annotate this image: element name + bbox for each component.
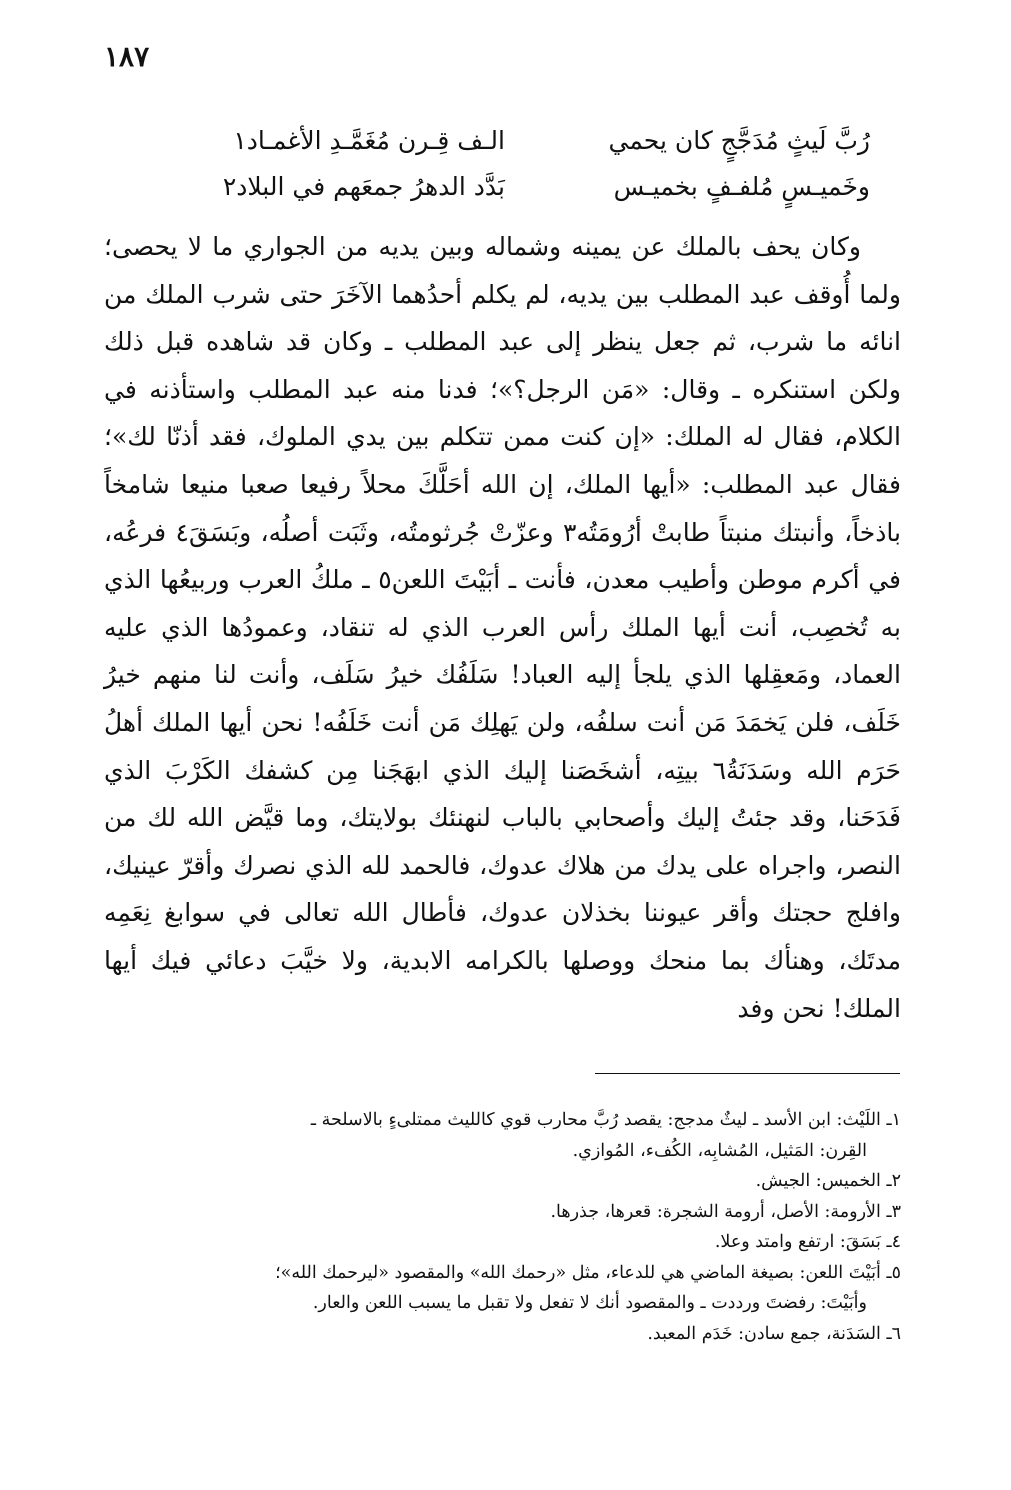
- verse-second-hemistich: بَدَّد الدهرُ جمعَهم في البلاد٢: [222, 172, 505, 201]
- footnote-2: ٢ـ الخميس: الجيش.: [755, 1171, 901, 1191]
- footnote-separator: [595, 1073, 900, 1074]
- footnote-6: ٦ـ السَدَنة، جمع سادن: خَدَم المعبد.: [647, 1323, 901, 1344]
- footnote-1-continuation: القِرن: المَثيل، المُشابِه، الكُفء، المُوازي.: [572, 1140, 867, 1161]
- footnote-3: ٣ـ الأرومة: الأصل، أرومة الشجرة: قعرها، جذرها.: [550, 1201, 901, 1222]
- body-text: وكان يحف بالملك عن يمينه وشماله وبين يديه من الجواري ما لا يحصى؛ ولما أُوقف عبد المطلب بين يديه، لم يكلم أحدُهما الآخَرَ حتى شرب الملك من انائه ما شرب، ثم جعل ينظر إلى عبد المطلب ـ وكان قد شاهده قبل ذلك ولكن استنكره ـ وقال: «مَن الرجل؟»؛ فدنا منه عبد المطلب واستأذنه في الكلام، فقال له الملك: «إن كنت ممن تتكلم بين يدي الملوك، فقد أذنّا لك»؛ فقال عبد المطلب: «أيها الملك، إن الله أحَلَّكَ محلاً رفيعا صعبا منيعا شامخاً باذخاً، وأنبتك منبتاً طابتْ أرُومَتُه٣ وعزّتْ جُرثومتُه، وثَبَت أصلُه، وبَسَقَ٤ فرعُه، في أكرم موطن وأطيب معدن، فأنت ـ أبَيْتَ اللعن٥ ـ ملكُ العرب وربيعُها الذي به تُخصِب، أنت أيها الملك رأس العرب الذي له تنقاد، وعمودُها الذي عليه العماد، ومَعقِلها الذي يلجأ إليه العباد! سَلَفُك خيرُ سَلَف، وأنت لنا منهم خيرُ خَلَف، فلن يَخمَدَ مَن أنت سلفُه، ولن يَهلِك مَن أنت خَلَفُه! نحن أيها الملك أهلُ حَرَم الله وسَدَنَةُ٦ بيتِه، أشخَصَنا إليك الذي ابهَجَنا مِن كشفك الكَرْبَ الذي فَدَحَنا، وقد جئتُ إليك وأصحابي بالباب لنهنئك بولايتك، وما قيَّض الله لك من النصر، واجراه على يدك من هلاك عدوك، فالحمد لله الذي نصرك وأقرّ عينيك، وافلج حجتك وأقر عيوننا بخذلان عدوك، فأطال الله تعالى في سوابغ نِعَمِه مدتَك، وهنأك بما منحك ووصلها بالكرامه الابدية، ولا خيَّبَ دعائي فيك أيها الملك! نحن وفد: [104, 232, 901, 1023]
- verse-second-hemistich: الـف قِـرن مُغَمَّـدِ الأغمـاد١: [233, 126, 505, 155]
- footnote-5-continuation: وأبَيْتَ: رفضتَ ورددت ـ والمقصود أنك لا تفعل ولا تقبل ما يسبب اللعن والعار.: [312, 1293, 867, 1313]
- footnote-5: ٥ـ أبَيْتَ اللعن: بصيغة الماضي هي للدعاء، مثل «رحمك الله» والمقصود «ليرحمك الله»؛: [275, 1262, 901, 1283]
- poem-verse: [170, 164, 870, 210]
- verse-first-hemistich: وخَميـسٍ مُلفـفٍ بخميـس: [613, 172, 870, 201]
- poem-verse: [170, 118, 870, 164]
- main-text: [104, 223, 901, 1032]
- footnotes: [104, 1105, 901, 1349]
- poem: [170, 118, 870, 210]
- verse-first-hemistich: رُبَّ لَيثٍ مُدَجَّجٍ كان يحمي: [608, 126, 870, 155]
- page-number: ١٨٧: [104, 40, 150, 73]
- body-paragraph: [104, 223, 901, 1032]
- footnote-1: ١ـ اللَيْث: ابن الأسد ـ ليثٌ مدجج: يقصد رُبَّ محارب قوي كالليث ممتلىءٍ بالاسلحة ـ: [310, 1110, 901, 1130]
- footnote-4: ٤ـ بَسَقَ: ارتفع وامتد وعلا.: [714, 1232, 901, 1252]
